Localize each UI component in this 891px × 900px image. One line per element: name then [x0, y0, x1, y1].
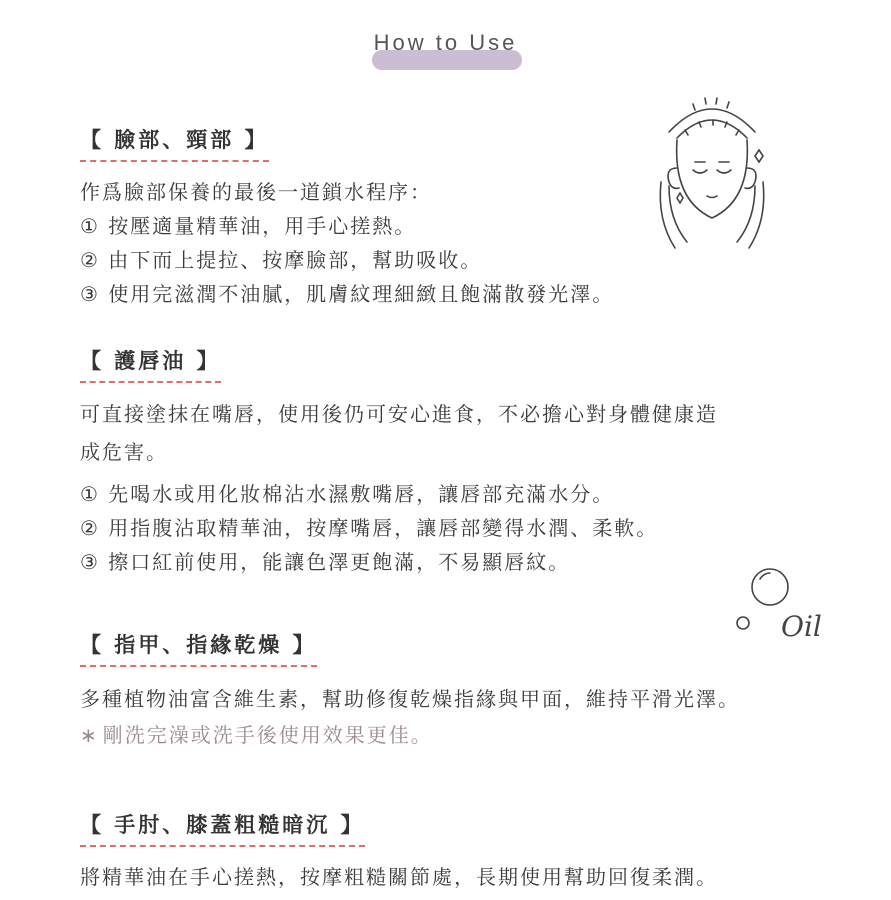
instruction-step: ① 先喝水或用化妝棉沾水濕敷嘴唇，讓唇部充滿水分。 [80, 482, 615, 506]
tip-note-text: 剛洗完澡或洗手後使用效果更佳。 [102, 723, 433, 747]
face-massage-illustration-icon [655, 90, 770, 250]
instruction-step: ③ 使用完滋潤不油膩，肌膚紋理細緻且飽滿散發光澤。 [80, 282, 615, 306]
instruction-step: ① 按壓適量精華油，用手心搓熱。 [80, 214, 417, 238]
instruction-step: ② 用指腹沾取精華油，按摩嘴唇，讓唇部變得水潤、柔軟。 [80, 516, 659, 540]
instruction-step: ② 由下而上提拉、按摩臉部，幫助吸收。 [80, 248, 483, 272]
section-lip-oil [80, 345, 718, 579]
section-heading: 【 指甲、指緣乾燥 】 [80, 629, 317, 667]
section-heading: 【 護唇油 】 [80, 345, 221, 383]
intro-line: 成危害。 [80, 440, 168, 464]
section-nails [80, 629, 740, 752]
section-heading: 【 手肘、膝蓋粗糙暗沉 】 [80, 809, 365, 847]
star-icon: ∗ [80, 723, 99, 747]
section-elbows-knees [80, 809, 718, 894]
instruction-line: 將精華油在手心搓熱，按摩粗糙關節處，長期使用幫助回復柔潤。 [80, 865, 718, 889]
title-container [0, 30, 891, 56]
page-title: How to Use [373, 30, 518, 55]
section-face-neck [80, 124, 614, 311]
instruction-line: 多種植物油富含維生素，幫助修復乾燥指緣與甲面，維持平滑光澤。 [80, 687, 740, 711]
instruction-step: ③ 擦口紅前使用，能讓色澤更飽滿，不易顯唇紋。 [80, 550, 571, 574]
section-heading: 【 臉部、頸部 】 [80, 124, 269, 162]
intro-line: 可直接塗抹在嘴唇，使用後仍可安心進食，不必擔心對身體健康造 [80, 402, 718, 426]
tip-note [80, 718, 740, 752]
instruction-line: 作爲臉部保養的最後一道鎖水程序： [80, 180, 432, 204]
oil-label: Oil [781, 610, 822, 643]
